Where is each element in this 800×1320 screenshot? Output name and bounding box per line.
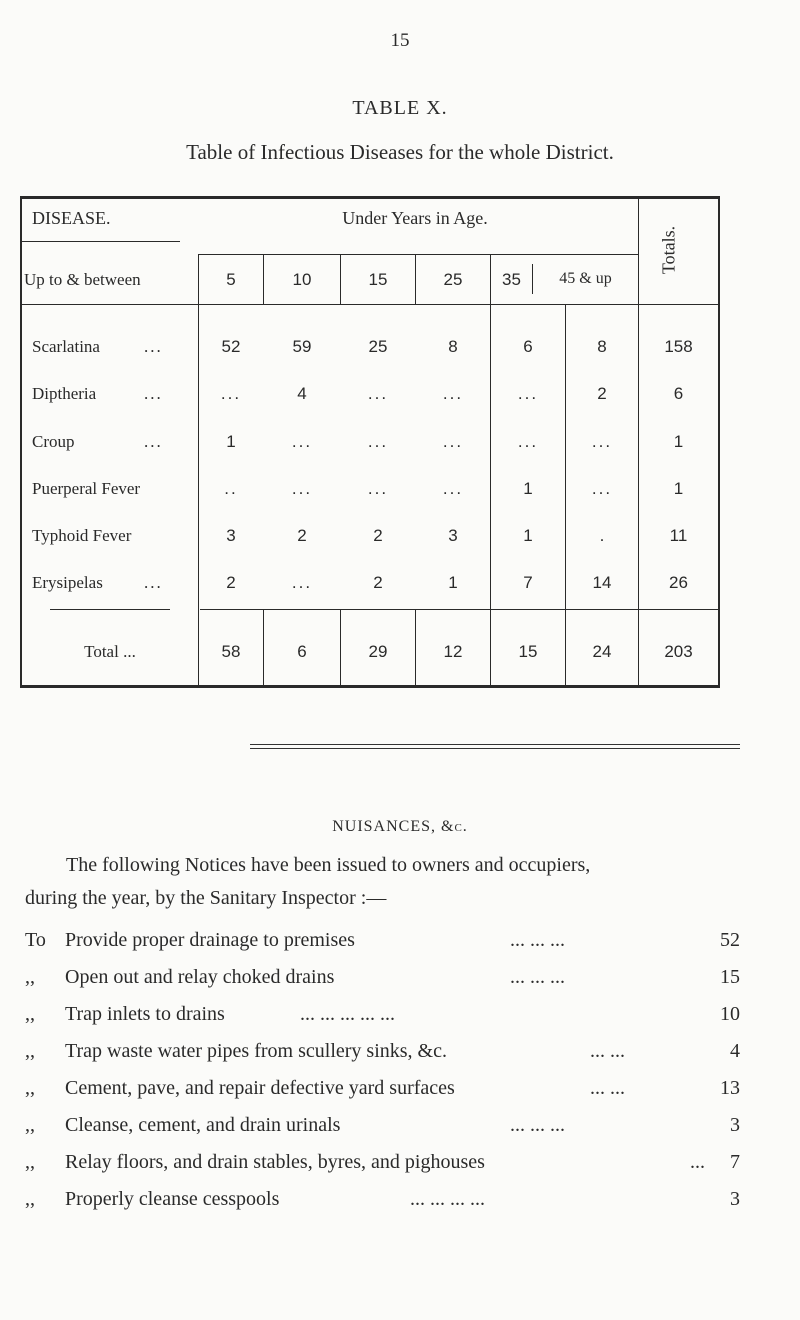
header-divider-left <box>22 241 180 242</box>
row-dots: ... <box>144 573 163 592</box>
item-dots: ... ... ... ... ... <box>300 1003 395 1025</box>
header-disease: DISEASE. <box>32 208 111 228</box>
col-divider <box>490 254 491 686</box>
header-age-5: 5 <box>226 270 236 289</box>
item-count: 7 <box>730 1151 740 1173</box>
table-subtitle: Table of Infectious Diseases for the whole District. <box>186 140 614 164</box>
header-age-45-up: 45 & up <box>559 270 612 287</box>
item-prefix: ,, <box>25 1077 35 1099</box>
total-cell: 24 <box>592 642 612 661</box>
row-cell: 2 <box>373 526 383 545</box>
row-cell: 8 <box>597 337 607 356</box>
item-text: Provide proper drainage to premises <box>65 929 355 951</box>
row-cell: 4 <box>297 384 307 403</box>
header-age-group: Under Years in Age. <box>342 208 488 228</box>
table-caption: TABLE X. <box>352 97 448 119</box>
nuisances-intro-line-1: The following Notices have been issued to owners and occupiers, <box>66 854 591 876</box>
header-bottom-rule <box>22 304 718 305</box>
row-cell: 2 <box>226 573 236 592</box>
row-cell: 1 <box>448 573 458 592</box>
row-cell: 7 <box>523 573 533 592</box>
row-total: 11 <box>669 526 688 545</box>
total-cell: 58 <box>221 642 241 661</box>
total-rule-left <box>50 609 170 610</box>
header-age-25: 25 <box>443 270 463 289</box>
item-text: Trap waste water pipes from scullery sinks, &c. <box>65 1040 447 1062</box>
row-cell: 52 <box>221 337 241 356</box>
total-label: Total ... <box>84 642 136 661</box>
list-item <box>25 1114 740 1144</box>
item-text: Relay floors, and drain stables, byres, and pighouses <box>65 1151 485 1173</box>
row-cell: ... <box>367 432 389 451</box>
table-border-bottom <box>20 685 720 688</box>
col-divider <box>198 254 199 686</box>
table-border-top <box>20 196 720 199</box>
row-total: 158 <box>664 337 693 356</box>
item-dots: ... ... <box>590 1040 625 1062</box>
item-prefix: ,, <box>25 1188 35 1210</box>
list-item <box>25 1003 740 1033</box>
total-cell: 6 <box>297 642 307 661</box>
item-dots: ... ... ... <box>510 966 565 988</box>
row-cell: 8 <box>448 337 458 356</box>
row-cell: 1 <box>523 479 533 498</box>
total-cell: 29 <box>368 642 388 661</box>
row-cell: 3 <box>226 526 236 545</box>
row-dots: ... <box>144 432 163 451</box>
row-cell: ... <box>442 479 464 498</box>
item-count: 13 <box>720 1077 740 1099</box>
header-totals-label: Totals. <box>658 225 679 275</box>
row-total: 26 <box>669 573 688 592</box>
header-divider-ages <box>198 254 638 255</box>
row-total: 6 <box>673 384 684 403</box>
item-count: 4 <box>730 1040 740 1062</box>
row-cell: 2 <box>597 384 607 403</box>
item-count: 15 <box>720 966 740 988</box>
item-text: Cement, pave, and repair defective yard surfaces <box>65 1077 455 1099</box>
section-divider <box>250 748 740 749</box>
row-cell: 2 <box>297 526 307 545</box>
table-border-right <box>718 196 720 688</box>
item-dots: ... <box>690 1151 705 1173</box>
item-count: 3 <box>730 1114 740 1136</box>
total-rule-right <box>200 609 718 610</box>
list-item <box>25 1077 740 1107</box>
item-dots: ... ... ... <box>510 929 565 951</box>
header-age-15: 15 <box>368 270 388 289</box>
item-dots: ... ... <box>590 1077 625 1099</box>
row-cell: . <box>599 526 605 545</box>
row-disease: Erysipelas <box>32 573 103 592</box>
item-text: Properly cleanse cesspools <box>65 1188 280 1210</box>
section-divider <box>250 744 740 745</box>
item-prefix: ,, <box>25 1003 35 1025</box>
disease-table <box>20 196 720 688</box>
row-cell: ... <box>291 573 313 592</box>
row-cell: ... <box>291 479 313 498</box>
row-cell: 1 <box>523 526 533 545</box>
grand-total: 203 <box>664 642 693 661</box>
row-cell: ... <box>591 432 613 451</box>
row-total: 1 <box>673 432 684 451</box>
header-totals <box>647 200 691 300</box>
row-cell: 6 <box>523 337 533 356</box>
row-cell: ... <box>220 384 242 403</box>
item-count: 10 <box>720 1003 740 1025</box>
nuisances-intro-line-2: during the year, by the Sanitary Inspector :— <box>25 887 387 909</box>
row-disease: Typhoid Fever <box>32 526 132 545</box>
row-cell: ... <box>442 384 464 403</box>
row-cell: ... <box>442 432 464 451</box>
row-cell: ... <box>517 432 539 451</box>
row-disease: Diptheria <box>32 384 97 403</box>
total-cell: 15 <box>518 642 538 661</box>
row-cell: .. <box>224 479 238 498</box>
item-prefix: To <box>25 929 46 951</box>
row-total: 1 <box>673 479 684 498</box>
header-age-35: 35 <box>502 270 521 289</box>
list-item <box>25 1040 740 1070</box>
nuisances-heading: NUISANCES, &c. <box>332 818 468 835</box>
list-item <box>25 1151 740 1181</box>
item-prefix: ,, <box>25 1151 35 1173</box>
row-disease: Croup <box>32 432 75 451</box>
row-cell: 14 <box>592 573 612 592</box>
item-text: Cleanse, cement, and drain urinals <box>65 1114 341 1136</box>
item-text: Open out and relay choked drains <box>65 966 335 988</box>
total-cell: 12 <box>443 642 463 661</box>
page-number: 15 <box>390 30 410 51</box>
row-disease: Puerperal Fever <box>32 479 141 498</box>
row-cell: ... <box>367 479 389 498</box>
row-cell: 3 <box>448 526 458 545</box>
row-dots: ... <box>144 384 163 403</box>
item-prefix: ,, <box>25 966 35 988</box>
header-age-10: 10 <box>292 270 312 289</box>
row-cell: ... <box>367 384 389 403</box>
row-dots: ... <box>144 337 163 356</box>
item-prefix: ,, <box>25 1040 35 1062</box>
item-count: 52 <box>720 929 740 951</box>
row-cell: 25 <box>368 337 388 356</box>
row-cell: 59 <box>292 337 312 356</box>
item-count: 3 <box>730 1188 740 1210</box>
item-dots: ... ... ... <box>510 1114 565 1136</box>
item-text: Trap inlets to drains <box>65 1003 225 1025</box>
item-prefix: ,, <box>25 1114 35 1136</box>
row-disease: Scarlatina <box>32 337 100 356</box>
row-cell: ... <box>591 479 613 498</box>
row-cell: ... <box>291 432 313 451</box>
list-item <box>25 1188 740 1218</box>
row-cell: ... <box>517 384 539 403</box>
header-up-to: Up to & between <box>24 270 141 289</box>
row-cell: 1 <box>226 432 236 451</box>
table-border-left <box>20 196 22 688</box>
list-item <box>25 966 740 996</box>
list-item <box>25 929 740 959</box>
row-cell: 2 <box>373 573 383 592</box>
item-dots: ... ... ... ... <box>410 1188 485 1210</box>
